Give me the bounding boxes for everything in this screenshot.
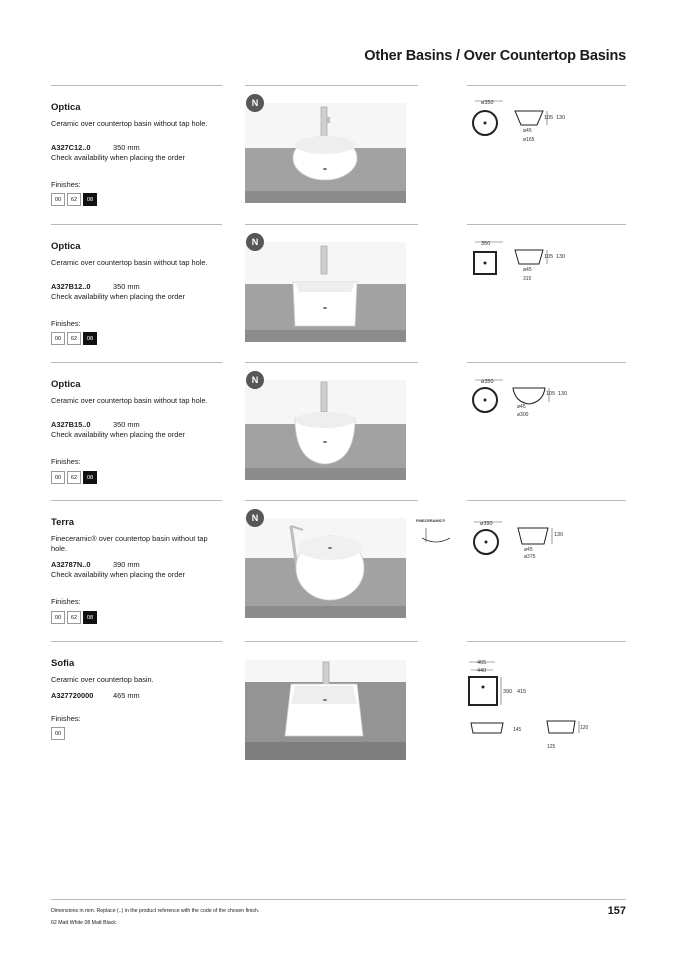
finishes-label: Finishes:: [51, 180, 81, 189]
svg-text:ø45: ø45: [523, 267, 532, 273]
rule-top-1-left: [51, 85, 222, 86]
footer-finishes-legend: 62 Matt White 08 Matt Black: [51, 920, 116, 926]
rule-top-5-left: [51, 641, 222, 642]
finish-swatch-08[interactable]: 08: [83, 193, 97, 206]
product-size: 390 mm: [113, 560, 140, 569]
product-size: 465 mm: [113, 691, 140, 700]
svg-text:350: 350: [481, 241, 491, 247]
finish-swatch-00[interactable]: 00: [51, 471, 65, 484]
finish-swatch-08[interactable]: 08: [83, 332, 97, 345]
dim-top: ø350: [481, 100, 494, 106]
svg-text:315: 315: [523, 276, 532, 282]
rule-top-3-right: [467, 362, 626, 363]
finish-swatches: [51, 193, 97, 206]
rule-top-1-mid: [245, 85, 418, 86]
product-description: Ceramic over countertop basin without tap hole.: [51, 396, 208, 405]
availability-note: Check availability when placing the order: [51, 292, 185, 301]
new-badge: N: [246, 233, 264, 251]
availability-note: Check availability when placing the order: [51, 430, 185, 439]
product-name: Optica: [51, 241, 81, 252]
product-size: 350 mm: [113, 143, 140, 152]
finish-swatches: [51, 727, 65, 740]
finish-swatches: [51, 611, 97, 624]
svg-text:125: 125: [547, 744, 556, 750]
page-number: 157: [607, 905, 626, 917]
product-photo-round-basin: [245, 103, 406, 203]
finishes-label: Finishes:: [51, 714, 81, 723]
svg-text:ø300: ø300: [517, 412, 529, 418]
product-code: A32787N..0: [51, 560, 91, 569]
rule-top-5-mid: [245, 641, 418, 642]
svg-text:105: 105: [546, 391, 556, 397]
svg-text:ø350: ø350: [481, 379, 494, 385]
product-photo-terra-basin: [245, 518, 406, 618]
finish-swatch-62[interactable]: 62: [67, 471, 81, 484]
product-code: A327C12..0: [51, 143, 91, 152]
product-code: A327B15..0: [51, 420, 91, 429]
svg-text:440: 440: [477, 668, 487, 674]
finishes-label: Finishes:: [51, 319, 81, 328]
svg-text:130: 130: [558, 391, 568, 397]
new-badge: N: [246, 94, 264, 112]
availability-note: Check availability when placing the order: [51, 153, 185, 162]
technical-drawing: [414, 514, 579, 564]
rule-top-4-mid: [245, 500, 418, 501]
rule-top-2-left: [51, 224, 222, 225]
product-size: 350 mm: [113, 420, 140, 429]
product-code: A327720000: [51, 691, 94, 700]
rule-top-5-right: [467, 641, 626, 642]
svg-text:130: 130: [556, 254, 566, 260]
finish-swatch-62[interactable]: 62: [67, 332, 81, 345]
svg-text:390: 390: [503, 689, 513, 695]
svg-text:ø375: ø375: [524, 554, 536, 560]
rule-top-2-mid: [245, 224, 418, 225]
availability-note: Check availability when placing the order: [51, 570, 185, 579]
fineceramic-label: FINECERAMIC®: [416, 519, 446, 523]
finish-swatches: [51, 332, 97, 345]
product-code: A327B12..0: [51, 282, 91, 291]
rule-top-4-left: [51, 500, 222, 501]
rule-top-3-mid: [245, 362, 418, 363]
rule-top-3-left: [51, 362, 222, 363]
svg-text:ø45: ø45: [517, 404, 526, 410]
finish-swatch-08[interactable]: 08: [83, 611, 97, 624]
finish-swatch-08[interactable]: 08: [83, 471, 97, 484]
finish-swatch-00[interactable]: 00: [51, 193, 65, 206]
technical-drawing: [467, 95, 577, 147]
new-badge: N: [246, 509, 264, 527]
svg-text:ø45: ø45: [523, 128, 532, 134]
svg-text:ø165: ø165: [523, 137, 535, 143]
product-name: Terra: [51, 517, 75, 528]
finish-swatches: [51, 471, 97, 484]
svg-text:130: 130: [554, 532, 564, 538]
svg-text:ø390: ø390: [480, 521, 493, 527]
finish-swatch-00[interactable]: 00: [51, 332, 65, 345]
svg-text:105: 105: [544, 115, 554, 121]
rule-top-4-right: [467, 500, 626, 501]
svg-text:105: 105: [544, 254, 554, 260]
finishes-label: Finishes:: [51, 457, 81, 466]
finish-swatch-00[interactable]: 00: [51, 727, 65, 740]
product-description: Ceramic over countertop basin without tap hole.: [51, 119, 208, 128]
product-photo-sofia-basin: [245, 660, 406, 760]
product-description: Fineceramic® over countertop basin without tap hole.: [51, 534, 208, 553]
rule-top-1-right: [467, 85, 626, 86]
finish-swatch-62[interactable]: 62: [67, 193, 81, 206]
svg-text:ø45: ø45: [524, 547, 533, 553]
product-name: Optica: [51, 102, 81, 113]
technical-drawing: [467, 374, 577, 426]
finish-swatch-00[interactable]: 00: [51, 611, 65, 624]
finish-swatch-62[interactable]: 62: [67, 611, 81, 624]
svg-text:145: 145: [513, 727, 522, 733]
product-name: Optica: [51, 379, 81, 390]
rule-top-2-right: [467, 224, 626, 225]
new-badge: N: [246, 371, 264, 389]
technical-drawing: [467, 236, 577, 288]
product-description: Ceramic over countertop basin.: [51, 675, 154, 684]
product-photo-bowl-basin: [245, 380, 406, 480]
svg-text:130: 130: [556, 115, 566, 121]
technical-drawing: [467, 657, 597, 753]
footer-rule: [51, 899, 626, 900]
svg-text:465: 465: [477, 660, 487, 666]
svg-text:120: 120: [580, 725, 589, 731]
footer-dimensions-note: Dimensions in mm. Replace (..) in the product reference with the code of the chosen finish.: [51, 908, 260, 914]
product-size: 350 mm: [113, 282, 140, 291]
product-description: Ceramic over countertop basin without tap hole.: [51, 258, 208, 267]
svg-text:415: 415: [517, 689, 527, 695]
product-photo-square-basin: [245, 242, 406, 342]
product-name: Sofia: [51, 658, 75, 669]
finishes-label: Finishes:: [51, 597, 81, 606]
page-title: Other Basins / Over Countertop Basins: [364, 48, 626, 64]
